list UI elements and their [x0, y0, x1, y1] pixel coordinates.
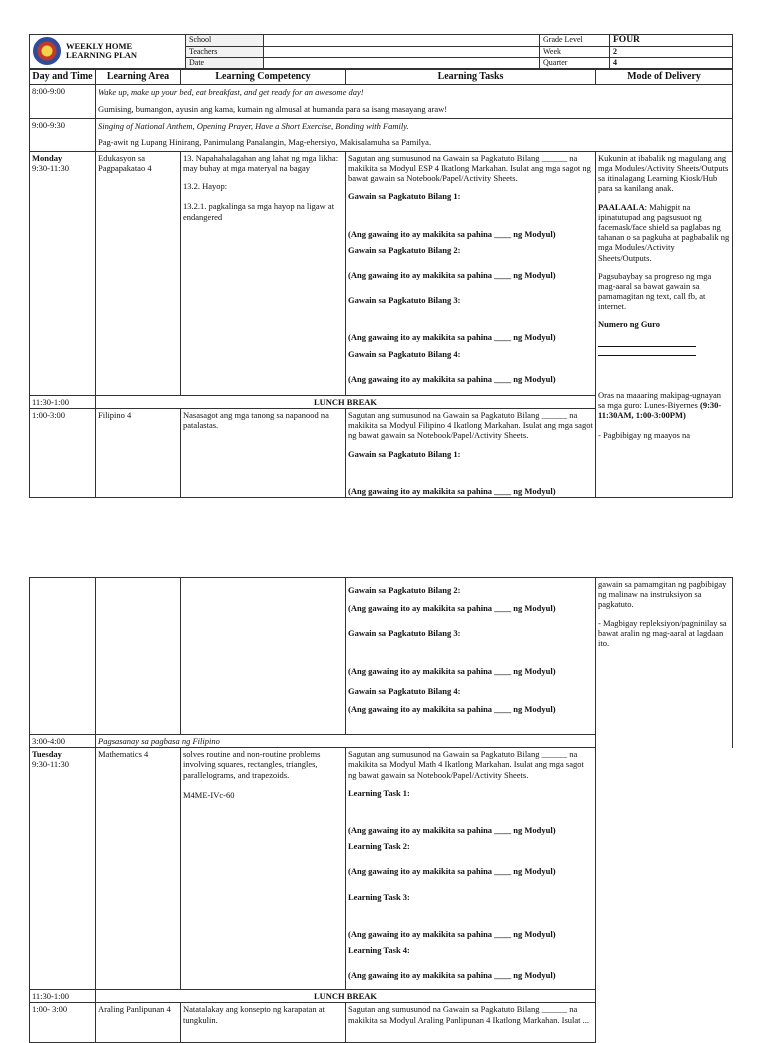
- time-cell: 11:30-1:00: [30, 990, 96, 1003]
- mode-text: gawain sa pamamgitan ng pagbibigay ng malinaw na instruksiyon sa pagkatuto.: [598, 579, 727, 610]
- teachers-label: Teachers: [186, 47, 264, 58]
- task-intro: Sagutan ang sumusunod na Gawain sa Pagkatuto Bilang ______ na makikita sa Modyul Filipino 4 Ikatlong Markahan. Isulat ang mga sagot ng bawat gawain sa Notebook/Papel/Activity Sheets.: [348, 410, 593, 441]
- signature-line: [598, 355, 696, 356]
- page-reference: (Ang gawaing ito ay makikita sa pahina ____ ng Modyul): [348, 928, 556, 939]
- mode-text: Pagsubaybay sa progreso ng mga mag-aaral sa bawat gawain sa pamamagitan ng text, call fb, at internet.: [598, 270, 712, 312]
- col-mode-of-delivery: Mode of Delivery: [596, 69, 733, 85]
- page-reference: (Ang gawaing ito ay makikita sa pahina ____ ng Modyul): [348, 866, 556, 877]
- tasks-cell: [346, 409, 596, 498]
- plan-title-line1: WEEKLY HOME: [66, 41, 133, 52]
- learning-area-cell: Edukasyon sa Pagpapakatao 4: [96, 151, 181, 395]
- tasks-cell: [346, 748, 596, 990]
- time-label: 9:30-11:30: [32, 759, 69, 770]
- page-reference: (Ang gawaing ito ay makikita sa pahina ____ ng Modyul): [348, 373, 556, 384]
- lunch-break-label: LUNCH BREAK: [96, 990, 596, 1003]
- time-cell: 11:30-1:00: [30, 395, 96, 408]
- task-heading: Gawain sa Pagkatuto Bilang 3:: [348, 628, 461, 639]
- signature-line: [598, 346, 696, 347]
- competency-text: 13.2.1. pagkalinga sa mga hayop na ligaw at endangered: [183, 201, 335, 222]
- contact-hours: Oras na maaaring makipag-ugnayan sa mga guro: Lunes-Biyernes: [598, 389, 721, 410]
- title-cell: [30, 35, 186, 69]
- quarter-label: Quarter: [540, 57, 610, 68]
- time-cell: 8:00-9:00: [30, 85, 96, 119]
- routine-line-en: Singing of National Anthem, Opening Prayer, Have a Short Exercise, Bonding with Family.: [98, 121, 409, 132]
- routine-line-fil: Gumising, bumangon, ayusin ang kama, kumain ng almusal at humanda para sa isang masayang araw!: [98, 104, 448, 115]
- header-table: [29, 34, 733, 69]
- competency-code: M4ME-IVc-60: [183, 789, 235, 800]
- task-heading: Gawain sa Pagkatuto Bilang 4:: [348, 348, 461, 359]
- task-heading: Learning Task 2:: [348, 841, 410, 852]
- task-heading: Gawain sa Pagkatuto Bilang 3:: [348, 295, 461, 306]
- routine-line-fil: Pag-awit ng Lupang Hinirang, Panimulang Panalangin, Mag-ehersiyo, Makisalamuha sa Pamilya.: [98, 136, 432, 147]
- teachers-value: [264, 47, 540, 58]
- week-value: 2: [610, 47, 733, 58]
- day-time-cell: [30, 151, 96, 395]
- page-reference: (Ang gawaing ito ay makikita sa pahina ____ ng Modyul): [348, 269, 556, 280]
- competency-cell: Nasasagot ang mga tanong sa napanood na patalastas.: [181, 409, 346, 498]
- reading-practice: Pagsasanay sa pagbasa ng Filipino: [96, 735, 596, 748]
- competency-text: 13.2. Hayop:: [183, 181, 228, 192]
- page-1: [29, 34, 732, 498]
- page-reference: (Ang gawaing ito ay makikita sa pahina ____ ng Modyul): [348, 703, 556, 714]
- mode-text: - Pagbibigay ng maayos na: [598, 430, 691, 441]
- page-reference: (Ang gawaing ito ay makikita sa pahina ____ ng Modyul): [348, 970, 556, 981]
- school-value: [264, 35, 540, 47]
- row-filipino-continued: [30, 578, 733, 735]
- date-value: [264, 57, 540, 68]
- time-label: 9:30-11:30: [32, 163, 69, 174]
- row-800: [30, 85, 733, 119]
- grade-level-value: FOUR: [610, 35, 733, 47]
- task-heading: Gawain sa Pagkatuto Bilang 1:: [348, 191, 461, 202]
- col-day-time: Day and Time: [30, 69, 96, 85]
- week-label: Week: [540, 47, 610, 58]
- learning-area-cell: Mathematics 4: [96, 748, 181, 990]
- competency-cell: Natatalakay ang konsepto ng karapatan at tungkulin.: [181, 1003, 346, 1043]
- time-cell: 9:00-9:30: [30, 119, 96, 151]
- date-label: Date: [186, 57, 264, 68]
- page-reference: (Ang gawaing ito ay makikita sa pahina ____ ng Modyul): [348, 824, 556, 835]
- tasks-cell: Sagutan ang sumusunod na Gawain sa Pagkatuto Bilang ______ na makikita sa Modyul Araling Panlipunan 4 Ikatlong Markahan. Isulat ...: [346, 1003, 596, 1043]
- mode-of-delivery-cell: [596, 151, 733, 497]
- task-intro: Sagutan ang sumusunod na Gawain sa Pagkatuto Bilang ______ na makikita sa Modyul ESP 4 Ikatlong Markahan. Isulat ang mga sagot ng bawat gawain sa Notebook/Papel/Activity Sheets.: [348, 152, 591, 184]
- paalaala-text: : Mahigpit na ipinatutupad ang pagsusuot ng facemask/face shield sa paglabas ng tahanan o sa pagkuha at pagbabalik ng mga Modules/Activity Sheets/Outputs.: [598, 201, 730, 263]
- plan-table: [29, 69, 733, 498]
- lunch-break-label: LUNCH BREAK: [96, 395, 596, 408]
- page-reference: (Ang gawaing ito ay makikita sa pahina ____ ng Modyul): [348, 665, 556, 676]
- task-heading: Learning Task 4:: [348, 944, 410, 955]
- row-tuesday: [30, 748, 733, 990]
- time-cell: 3:00-4:00: [30, 735, 96, 748]
- task-heading: Gawain sa Pagkatuto Bilang 2:: [348, 244, 461, 255]
- col-learning-competency: Learning Competency: [181, 69, 346, 85]
- plan-title-line2: LEARNING PLAN: [66, 50, 138, 61]
- page-2: [29, 577, 732, 1043]
- deped-seal-icon: [33, 37, 61, 65]
- task-heading: Learning Task 1:: [348, 787, 410, 798]
- competency-text: 13. Napahahalagahan ang lahat ng mga likha: may buhay at mga materyal na bagay: [183, 152, 339, 174]
- task-heading: Gawain sa Pagkatuto Bilang 1:: [348, 448, 461, 459]
- page-reference: (Ang gawaing ito ay makikita sa pahina ____ ng Modyul): [348, 603, 556, 614]
- task-heading: Learning Task 3:: [348, 891, 410, 902]
- competency-text: solves routine and non-routine problems involving squares, rectangles, triangles, parallelograms, and trapezoids.: [183, 749, 321, 780]
- plan-table-continued: [29, 577, 733, 1043]
- col-learning-area: Learning Area: [96, 69, 181, 85]
- row-monday: [30, 151, 733, 395]
- page-reference: (Ang gawaing ito ay makikita sa pahina ____ ng Modyul): [348, 485, 556, 496]
- page-reference: (Ang gawaing ito ay makikita sa pahina ____ ng Modyul): [348, 332, 556, 343]
- routine-line-en: Wake up, make up your bed, eat breakfast, and get ready for an awesome day!: [98, 87, 364, 98]
- day-label: Tuesday: [32, 749, 62, 760]
- quarter-value: 4: [610, 57, 733, 68]
- learning-area-cell: Araling Panlipunan 4: [96, 1003, 181, 1043]
- paalaala-label: PAALAALA: [598, 201, 645, 212]
- tasks-cell: [346, 151, 596, 395]
- page-reference: (Ang gawaing ito ay makikita sa pahina ____ ng Modyul): [348, 228, 556, 239]
- time-cell: 1:00-3:00: [30, 409, 96, 498]
- col-learning-tasks: Learning Tasks: [346, 69, 596, 85]
- contact-hours-bold: (9:30-11:30AM, 1:00-3:00PM): [598, 399, 722, 421]
- learning-area-cell: Filipino 4: [96, 409, 181, 498]
- time-cell: 1:00- 3:00: [30, 1003, 96, 1043]
- day-time-cell: [30, 748, 96, 990]
- competency-cell: [181, 151, 346, 395]
- task-heading: Gawain sa Pagkatuto Bilang 2:: [348, 585, 461, 595]
- competency-cell: [181, 748, 346, 990]
- task-intro: Sagutan ang sumusunod na Gawain sa Pagkatuto Bilang ______ na makikita sa Modyul Math 4 Ikatlong Markahan. Isulat ang mga sagot ng bawat gawain sa Notebook/Papel/Activity Sheets.: [348, 749, 584, 780]
- row-araling-panlipunan: [30, 1003, 733, 1043]
- row-900: [30, 119, 733, 151]
- numero-ng-guro: Numero ng Guro: [598, 319, 661, 330]
- mode-of-delivery-cell: [596, 578, 733, 748]
- mode-text: Kukunin at ibabalik ng magulang ang mga Modules/Activity Sheets/Outputs sa itinalagang Learning Kiosk/Hub para sa kanilang anak.: [598, 152, 729, 194]
- day-label: Monday: [32, 152, 63, 163]
- mode-text: - Magbigay repleksiyon/pagninilay sa bawat aralin ng mag-aaral at lagdaan ito.: [598, 617, 727, 648]
- task-heading: Gawain sa Pagkatuto Bilang 4:: [348, 685, 461, 696]
- school-label: School: [186, 35, 264, 47]
- grade-level-label: Grade Level: [540, 35, 610, 47]
- row-lunch: [30, 990, 733, 1003]
- tasks-cell: [346, 578, 596, 735]
